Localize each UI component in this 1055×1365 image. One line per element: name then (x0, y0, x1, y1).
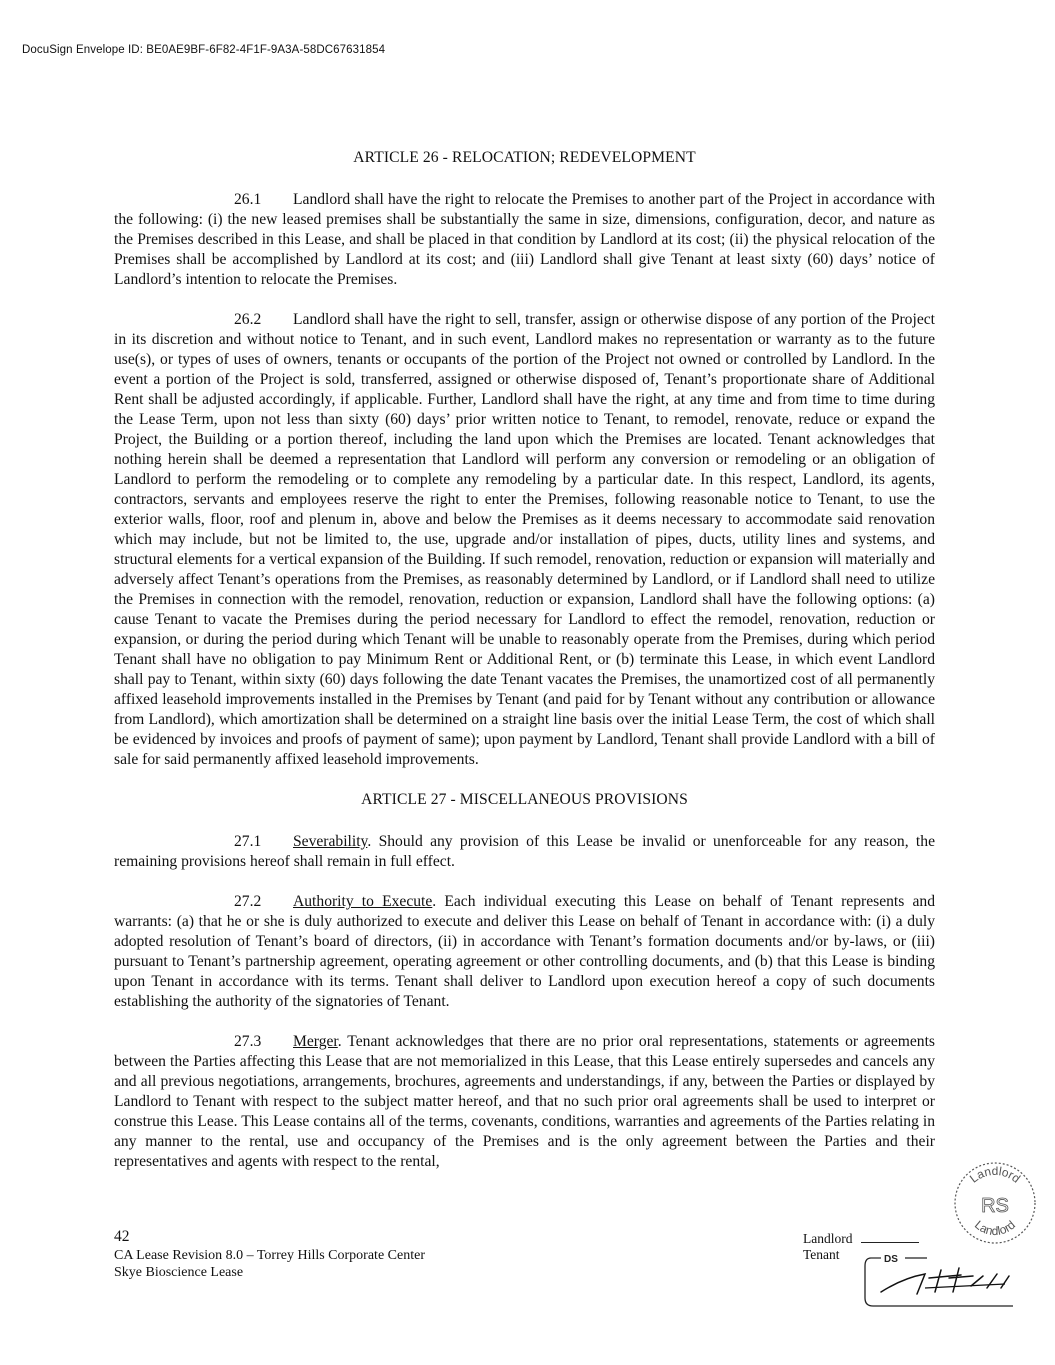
footer-left (114, 1228, 425, 1281)
article-26-title: ARTICLE 26 - RELOCATION; REDEVELOPMENT (353, 149, 696, 166)
section-27-1 (114, 832, 935, 872)
docusign-label: DS (884, 1254, 898, 1265)
section-27-2-text: . Each individual executing this Lease on behalf of Tenant represents and warrants: (a) that he or she is duly authorized to execute and deliver this Lease on behalf of Tenant in accordance with: (i) a duly adopted resolution of Tenant’s board of directors, (ii) in accordance with Tenant’s formation documents and/or by-laws, or (iii) pursuant to Tenant’s partnership agreement, operating agreement or other controlling documents, and (b) that this Lease is binding upon Tenant in accordance with its terms. Tenant shall deliver to Landlord upon execution hereof a copy of such documents establishing the authority of the signatories of Tenant. (114, 893, 935, 1010)
section-26-1-text: Landlord shall have the right to relocate the Premises to another part of the Project in accordance with the following: (i) the new leased premises shall be substantially the same in size, dimensions, configuration, decor, and nature as the Premises described in this Lease, and shall be placed in that condition by Landlord at its cost; (ii) the physical relocation of the Premises shall be accomplished by Landlord at its cost; and (iii) Landlord shall give Tenant at least sixty (60) days’ notice of Landlord’s intention to relocate the Premises. (114, 191, 935, 288)
section-26-1-number: 26.1 (234, 191, 262, 208)
lease-revision: CA Lease Revision 8.0 – Torrey Hills Corporate Center (114, 1248, 425, 1263)
landlord-initial-label: Landlord (803, 1231, 853, 1246)
tenant-signature-scrawl (881, 1268, 1009, 1294)
section-27-3-text: . Tenant acknowledges that there are no prior oral representations, statements or agreements between the Parties affecting this Lease that are not memorialized in this Lease, that this Lease entirely supersedes and cancels any and all previous negotiations, arrangements, brochures, agreements and understandings, if any, between the Parties or displayed by Landlord to Tenant with respect to the subject matter hereof, and that no such prior oral agreements shall be used to interpret or construe this Lease. This Lease contains all of the terms, covenants, conditions, warranties and agreements of the Parties relating in any manner to the rental, use and occupancy of the Premises and is the only agreement between the Parties and their representatives and agents with respect to the rental, (114, 1033, 935, 1170)
article-27-title: ARTICLE 27 - MISCELLANEOUS PROVISIONS (361, 791, 688, 808)
section-27-3 (114, 1032, 935, 1172)
lease-name: Skye Bioscience Lease (114, 1265, 244, 1280)
section-27-1-text: . Should any provision of this Lease be invalid or unenforceable for any reason, the remaining provisions hereof shall remain in full effect. (114, 833, 935, 870)
section-27-1-number: 27.1 (234, 833, 262, 850)
section-26-2-number: 26.2 (234, 311, 262, 328)
docusign-envelope-id: DocuSign Envelope ID: BE0AE9BF-6F82-4F1F-9A3A-58DC67631854 (22, 44, 386, 56)
stamp-initials: RS (981, 1195, 1009, 1217)
section-27-2 (114, 892, 935, 1012)
page-number: 42 (114, 1228, 130, 1245)
document-body (114, 148, 935, 1192)
landlord-initials-stamp (952, 1160, 1038, 1246)
section-26-1 (114, 190, 935, 290)
stamp-top-text: Landlord (966, 1164, 1024, 1186)
section-27-1-heading: Severability (293, 833, 368, 850)
section-27-3-number: 27.3 (234, 1033, 262, 1050)
landlord-initial-row (803, 1230, 919, 1247)
landlord-initial-line (861, 1230, 919, 1243)
section-27-2-number: 27.2 (234, 893, 262, 910)
section-26-2 (114, 310, 935, 770)
section-27-2-heading: Authority to Execute (293, 893, 433, 910)
tenant-initial-label: Tenant (803, 1247, 840, 1262)
section-27-3-heading: Merger (293, 1033, 338, 1050)
section-26-2-text: Landlord shall have the right to sell, transfer, assign or otherwise dispose of any portion of the Project in its discretion and without notice to Tenant, and in such event, Landlord makes no representation or warranty as to the future use(s), or types of uses of owners, tenants or occupants of the portion of the Project not owned or controlled by Landlord. In the event a portion of the Project is sold, transferred, assigned or otherwise disposed of, Tenant’s proportionate share of Additional Rent shall be adjusted accordingly, if applicable. Further, Landlord shall have the right, at any time and from time to time during the Lease Term, upon not less than sixty (60) days’ prior written notice to Tenant, to remodel, renovate, reduce or expand the Project, the Building or a portion thereof, including the land upon which the Premises are located. Tenant acknowledges that nothing herein shall be deemed a representation that Landlord will perform any conversion or remodeling or an obligation of Landlord to perform the remodeling or to complete any remodeling by a particular date. In this respect, Landlord, its agents, contractors, servants and employees reserve the right to enter the Premises, following reasonable notice to Tenant, to use the exterior walls, floor, roof and plenum in, above and below the Premises as it deems necessary to accommodate said renovation which may include, but not be limited to, the use, upgrade and/or installation of pipes, ducts, utility lines and systems, and structural elements for a vertical expansion of the Building. If such remodel, renovation, reduction or expansion will materially and adversely affect Tenant’s operations from the Premises, as reasonably determined by Landlord, or if Landlord shall need to utilize the Premises in connection with the remodel, renovation, reduction or expansion, Landlord shall have the following options: (a) cause Tenant to vacate the Premises during the period necessary for Landlord to effect the remodel, renovation, reduction or expansion, or during the period during which Tenant will be unable to reasonably operate from the Premises, during which period Tenant shall have no obligation to pay Minimum Rent or Additional Rent, or (b) terminate this Lease, in which event Landlord shall pay to Tenant, within sixty (60) days following the date Tenant vacates the Premises, the unamortized cost of all permanently affixed leasehold improvements installed in the Premises by Tenant (and paid for by Tenant without any contribution or allowance from Landlord), which amortization shall be determined on a straight line basis over the initial Lease Term, the cost of which shall be evidenced by invoices and proofs of payment of same); upon payment by Landlord, Tenant shall provide Landlord with a bill of sale for said permanently affixed leasehold improvements. (114, 311, 935, 768)
stamp-bottom-text: Landlord (971, 1217, 1019, 1238)
tenant-signature-box (863, 1248, 1035, 1308)
